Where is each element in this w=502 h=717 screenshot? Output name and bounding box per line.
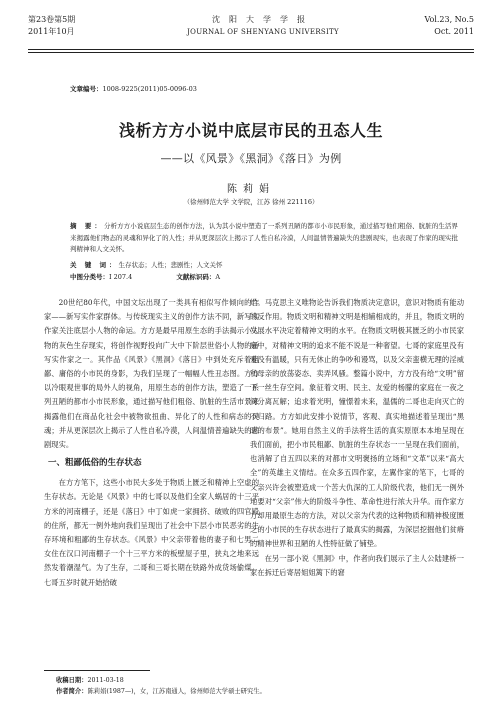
author-name: 陈莉娟 [227,184,275,195]
classification-line [70,272,458,283]
body-column-left [44,296,259,590]
keywords-label: 关 键 词： [70,261,119,269]
body-paragraph: 在方方笔下，这些小市民大多处于物质上匮乏和精神上空虚的生存状态。无论是《风景》中的七哥以及他们全家人蜗居的十三平方米的河南棚子，还是《落日》中丁如虎一家拥挤、破败的四官殿的住所，都无一例外地向我们呈现出了社会中下层小市民恶劣的生存环境和粗鄙的生存状态。《风景》中父亲带着他的妻子和七男二女住在汉口河南棚子一个十三平方米的板壁屋子里，狭丸之地来远然发着潮湿气。为了生存，二哥和三哥长期在铁路外成货场偷煤，七哥五岁时就开始拾破 [44,478,259,587]
body-paragraph: 烂。马克思主义唯物论告诉我们物质决定意识，意识对物质有能动的反作用。物质文明和精神文明是相辅相成的，并且，物质文明的发展水平决定着精神文明的水平。在物质文明极其匮乏的小市民家庭中，对精神文明的追求不能不说是一种奢望。七哥的家庭里没有爱没有温暖，只有无休止的争吵和谩骂，以及父亲蛮横无理的淫威和母亲的放荡姿态、卖弄风骚。整篇小说中，方方没有给“文明”留下一丝生存空间。象征着文明、民主、友爱的杨朦的家庭在一夜之间分离瓦解；追求着光明，憧憬着未来，温儒的二哥也走向灭亡的不归路。方方如此安排小说情节，客观、真实地描述着呈现出“黑暗的布景”。她用自然主义的手法将生活的真实原原本本地呈现在我们面前，把小市民粗鄙、肮脏的生存状态一一呈现在我们面前，也消解了自五四以来的对都市文明褒扬的立场和“文革”以来“高大全”的英雄主义情结。在众多五四作家，左翼作家的笔下，七哥的父亲兴许会被塑造成一个苦大仇深的工人阶级代表，他们无一例外地要对“父亲”伟大的阶级斗争性、革命性进行浓大升华。而作家方方却用最原生态的方法，对以父亲为代表的这种物质和精神极度匮乏的小市民的生存状态进行了最真实的揭露，为深层挖掘他们贫瘠的精神世界和丑陋的人性特征做了铺垫。 [250,298,464,549]
footnote-received [56,676,124,686]
header-rule-thin [28,52,474,53]
abstract-label: 摘 要： [70,222,104,230]
article-number-label: 文章编号： [70,85,103,93]
footnote-author [56,687,266,697]
running-header [28,14,474,48]
body-column-right [250,296,464,580]
journal-name-en: JOURNAL OF SHENYANG UNIVERSITY [187,28,339,36]
header-volume-en: Vol.23, No.5 [424,15,474,24]
received-label: 收稿日期： [56,677,88,684]
header-date: 2011年10月 [28,27,75,36]
author-affiliation: （徐州师范大学 文学院，江苏 徐州 221116） [183,198,319,206]
header-date-en: Oct. 2011 [434,27,474,36]
keywords-text: 生存状态；人性；悲剧性；人文关怀 [118,261,223,269]
article-title: 浅析方方小说中底层市民的丑态人生 [118,121,383,140]
author-bio-label: 作者简介： [56,688,88,695]
journal-name-cn: 沈阳大学学报 [212,15,314,24]
header-rule-thick [28,49,474,50]
section-heading: 一、粗鄙低俗的生存状态 [48,458,142,469]
keywords [70,260,458,271]
article-number-value: 1008-9225(2011)05-0096-03 [102,85,197,93]
author-bio-value: 陈莉娟(1987—)，女，江苏南通人，徐州师范大学硕士研究生。 [87,688,266,695]
header-journal [178,14,348,38]
header-issue-info [28,14,75,38]
footnote-rule [44,670,150,671]
doc-value: A [215,273,221,281]
article-subtitle: ——以《风景》《黑洞》《落日》为例 [160,152,342,165]
cls-label: 中图分类号： [70,273,109,281]
article-number [70,84,197,93]
abstract-text: 分析方方小说底层生态的创作方法，认为其小说中塑造了一系列丑陋的都市小市民形象，通过描写他们粗俗、肮脏的生活界来揭露他们物态的灵魂和异化了的人性；并从更深层次上揭示了人性自私冷漠，人间温情普遍缺失的悲剧现实，也表现了作家的现实批判精神和人文关怀。 [70,222,459,253]
doc-label: 文献标识码： [176,273,216,281]
cls-value: I 207.4 [109,273,133,281]
body-paragraph: 20世纪80年代，中国文坛出现了一类具有相似写作倾向的作家——新写实作家群体。与传统现实主义的创作方法不同，新写实作家关注底层小人物的命运。方方是最早用原生态的手法揭示小人物的灰色生存现实，将创作视野投向广大中下阶层世俗小人物的新写实作家之一。其作品《风景》《黑洞》《落日》中到处充斥着粗鄙、庸俗的小市民的身影，为我们呈现了一幅幅人性丑态图。方方以冷眼观世事的局外人的视角，用原生态的创作方法，塑造了一系列丑陋的都市小市民形象，通过描写他们粗俗、肮脏的生活市景来揭露他们在商品化社会中被物欲扭曲、异化了的人性和病态的灵魂；并从更深层次上揭示了人性自私冷漠，人间温情普遍缺失的悲剧现实。 [44,298,259,450]
header-issue-info-en [424,14,474,38]
received-value: 2011-03-18 [87,677,124,684]
abstract [70,221,458,256]
body-paragraph: 在另一部小说《黑洞》中，作者向我们展示了主人公陆建桥一家在拆迁后寄居姐姐篱下的窘 [250,553,464,577]
header-volume: 第23卷第5期 [28,15,76,24]
